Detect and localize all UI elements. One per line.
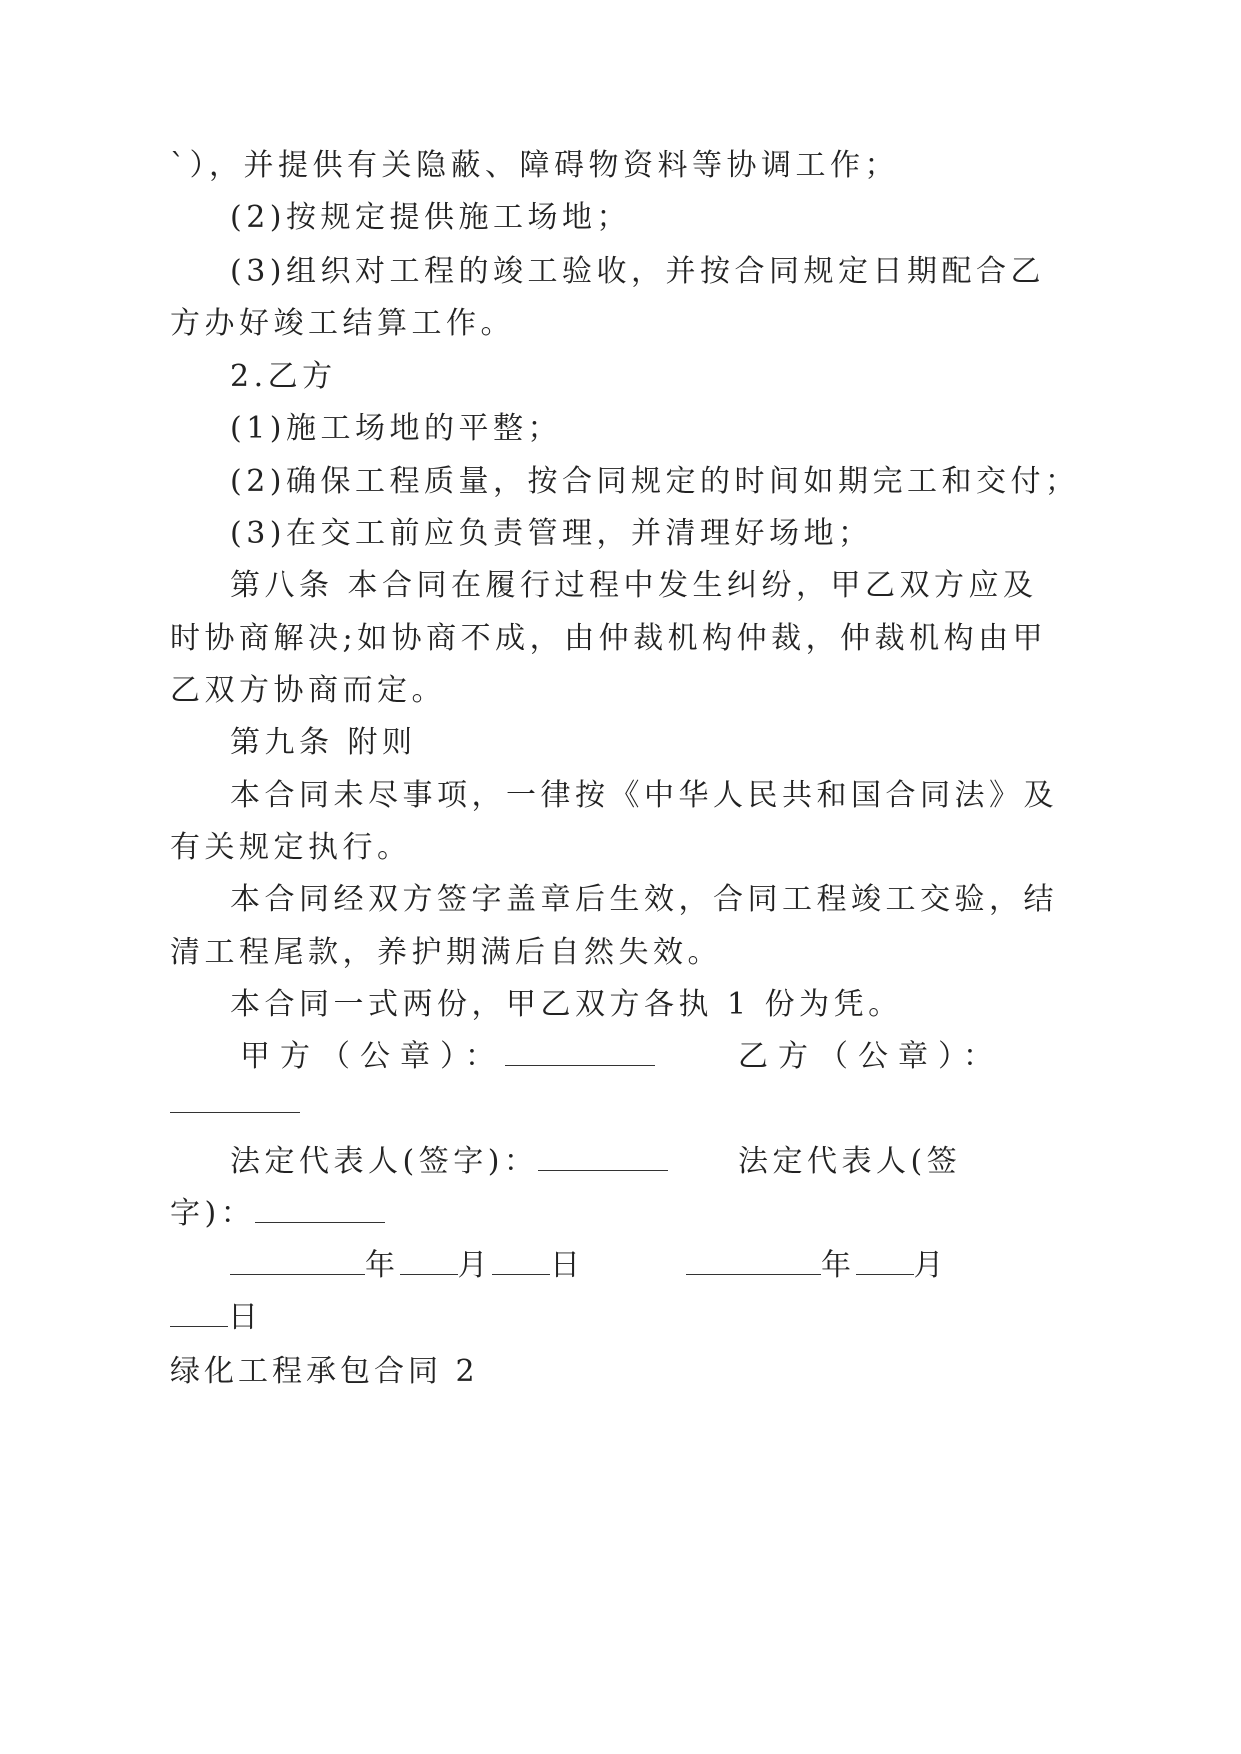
date-a-day: 日 <box>550 1248 585 1283</box>
text-line: 第九条 附则 <box>230 725 417 760</box>
date-b-month: 月 <box>913 1248 948 1283</box>
legal-rep-b-cont <box>170 1194 385 1234</box>
text-line: (2)确保工程质量，按合同规定的时间如期完工和交付； <box>230 464 1080 499</box>
date-b-year: 年 <box>821 1248 856 1283</box>
text-line: 清工程尾款，养护期满后自然失效。 <box>170 935 722 970</box>
party-a-seal-label: 甲方（公章）： <box>240 1039 505 1074</box>
text-line: 本合同经双方签字盖章后生效，合同工程竣工交验，结 <box>230 882 1058 917</box>
legal-rep-a-blank <box>538 1144 668 1171</box>
legal-rep-b-blank <box>255 1196 385 1223</box>
date-a-year: 年 <box>365 1248 400 1283</box>
party-a-seal <box>240 1037 655 1077</box>
date-a-month-blank <box>400 1248 458 1275</box>
text-line: (1)施工场地的平整； <box>230 411 562 446</box>
legal-rep-b-label: 法定代表人(签 <box>738 1144 962 1179</box>
text-line: 有关规定执行。 <box>170 830 412 865</box>
text-line: 第八条 本合同在履行过程中发生纠纷，甲乙双方应及 <box>230 568 1038 603</box>
legal-rep-a-label: 法定代表人(签字)： <box>230 1144 539 1179</box>
text-line: 乙双方协商而定。 <box>170 673 446 708</box>
date-b-day: 日 <box>228 1300 263 1335</box>
date-b-cont <box>170 1298 263 1338</box>
text-line: 2.乙方 <box>230 359 337 394</box>
legal-rep-b-label-cont: 字)： <box>170 1196 256 1231</box>
party-a-seal-blank <box>505 1039 655 1066</box>
date-b-year-blank <box>686 1248 821 1275</box>
date-b-day-blank <box>170 1300 228 1327</box>
date-b-month-blank <box>856 1248 914 1275</box>
party-b-seal-label: 乙方（公章）： <box>738 1039 1003 1074</box>
text-line: 本合同一式两份，甲乙双方各执 1 份为凭。 <box>230 987 903 1022</box>
party-b-seal-line <box>170 1084 300 1124</box>
legal-rep-a <box>230 1142 668 1182</box>
text-line: 本合同未尽事项，一律按《中华人民共和国合同法》及 <box>230 778 1058 813</box>
text-line: (3)组织对工程的竣工验收，并按合同规定日期配合乙 <box>230 254 1045 289</box>
text-line: `），并提供有关隐蔽、障碍物资料等协调工作； <box>170 148 899 183</box>
next-contract-heading: 绿化工程承包合同 2 <box>170 1354 479 1389</box>
date-a-year-blank <box>230 1248 365 1275</box>
text-line: (3)在交工前应负责管理，并清理好场地； <box>230 516 873 551</box>
party-b-seal-blank <box>170 1086 300 1113</box>
text-line: (2)按规定提供施工场地； <box>230 200 631 235</box>
text-line: 方办好竣工结算工作。 <box>170 306 515 341</box>
date-a-day-blank <box>492 1248 550 1275</box>
date-a-month: 月 <box>457 1248 492 1283</box>
date-a <box>230 1246 585 1286</box>
text-line: 时协商解决;如协商不成，由仲裁机构仲裁，仲裁机构由甲 <box>170 621 1048 656</box>
date-b <box>686 1246 948 1286</box>
